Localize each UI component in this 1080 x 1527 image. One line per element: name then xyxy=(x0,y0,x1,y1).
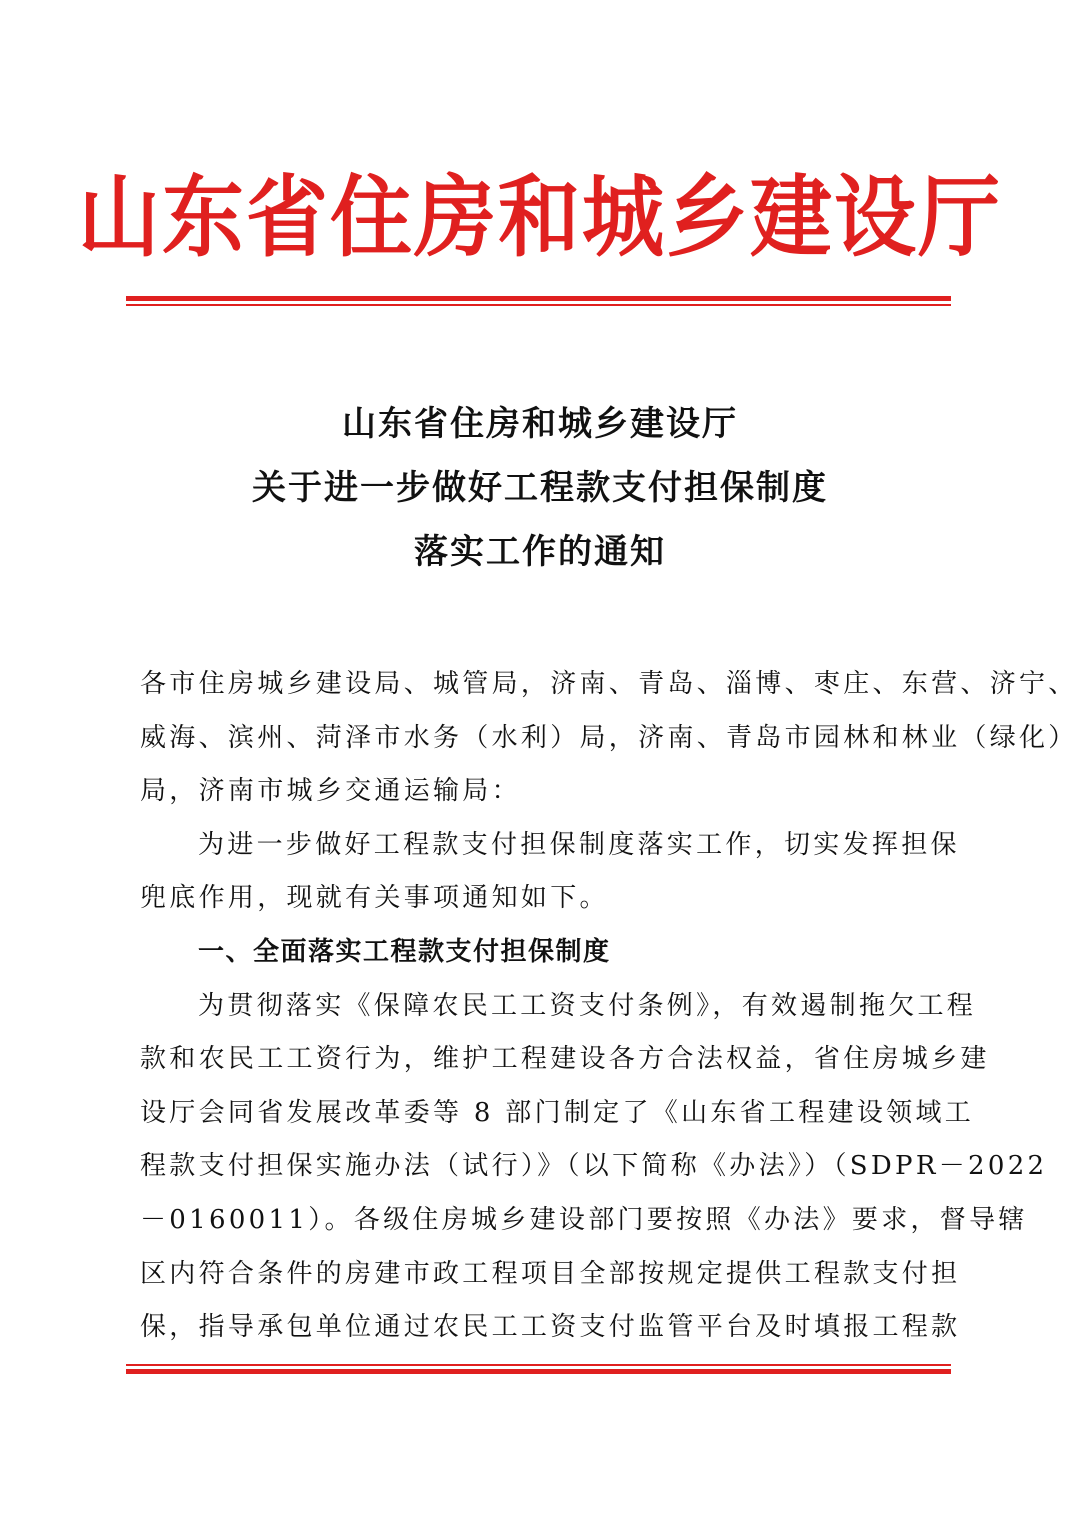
intro-line: 为进一步做好工程款支付担保制度落实工作，切实发挥担保 xyxy=(198,829,960,860)
paragraph-line: 保，指导承包单位通过农民工工资支付监管平台及时填报工程款 xyxy=(140,1312,961,1343)
paragraph-line: 区内符合条件的房建市政工程项目全部按规定提供工程款支付担 xyxy=(140,1258,961,1289)
paragraph-line: 为贯彻落实《保障农民工工资支付条例》，有效遏制拖欠工程 xyxy=(198,990,977,1021)
footer-red-rule xyxy=(126,1364,951,1374)
paragraph-line: 款和农民工工资行为，维护工程建设各方合法权益，省住房城乡建 xyxy=(140,1044,990,1075)
masthead-red-rule xyxy=(126,296,951,306)
title-line-3: 落实工作的通知 xyxy=(414,532,666,572)
document-title xyxy=(0,392,1080,584)
title-line-2: 关于进一步做好工程款支付担保制度 xyxy=(252,468,828,508)
masthead-title: 山东省住房和城乡建设厅 xyxy=(77,166,1002,270)
title-line-1: 山东省住房和城乡建设厅 xyxy=(342,404,738,444)
addressee-line: 局，济南市城乡交通运输局： xyxy=(140,776,521,807)
intro-line: 兜底作用，现就有关事项通知如下。 xyxy=(140,883,609,914)
addressee-line: 各市住房城乡建设局、城管局，济南、青岛、淄博、枣庄、东营、济宁、 xyxy=(140,669,1078,699)
addressee-line: 威海、滨州、菏泽市水务（水利）局，济南、青岛市园林和林业（绿化） xyxy=(140,722,1078,753)
paragraph-line: 设厅会同省发展改革委等 8 部门制定了《山东省工程建设领域工 xyxy=(140,1097,975,1128)
paragraph-line: 程款支付担保实施办法（试行）》（以下简称《办法》）（SDPR－2022 xyxy=(140,1151,1048,1182)
paragraph-line: －0160011）。各级住房城乡建设部门要按照《办法》要求，督导辖 xyxy=(140,1204,1028,1235)
document-body xyxy=(140,658,1078,1355)
section-heading: 一、全面落实工程款支付担保制度 xyxy=(198,936,611,967)
